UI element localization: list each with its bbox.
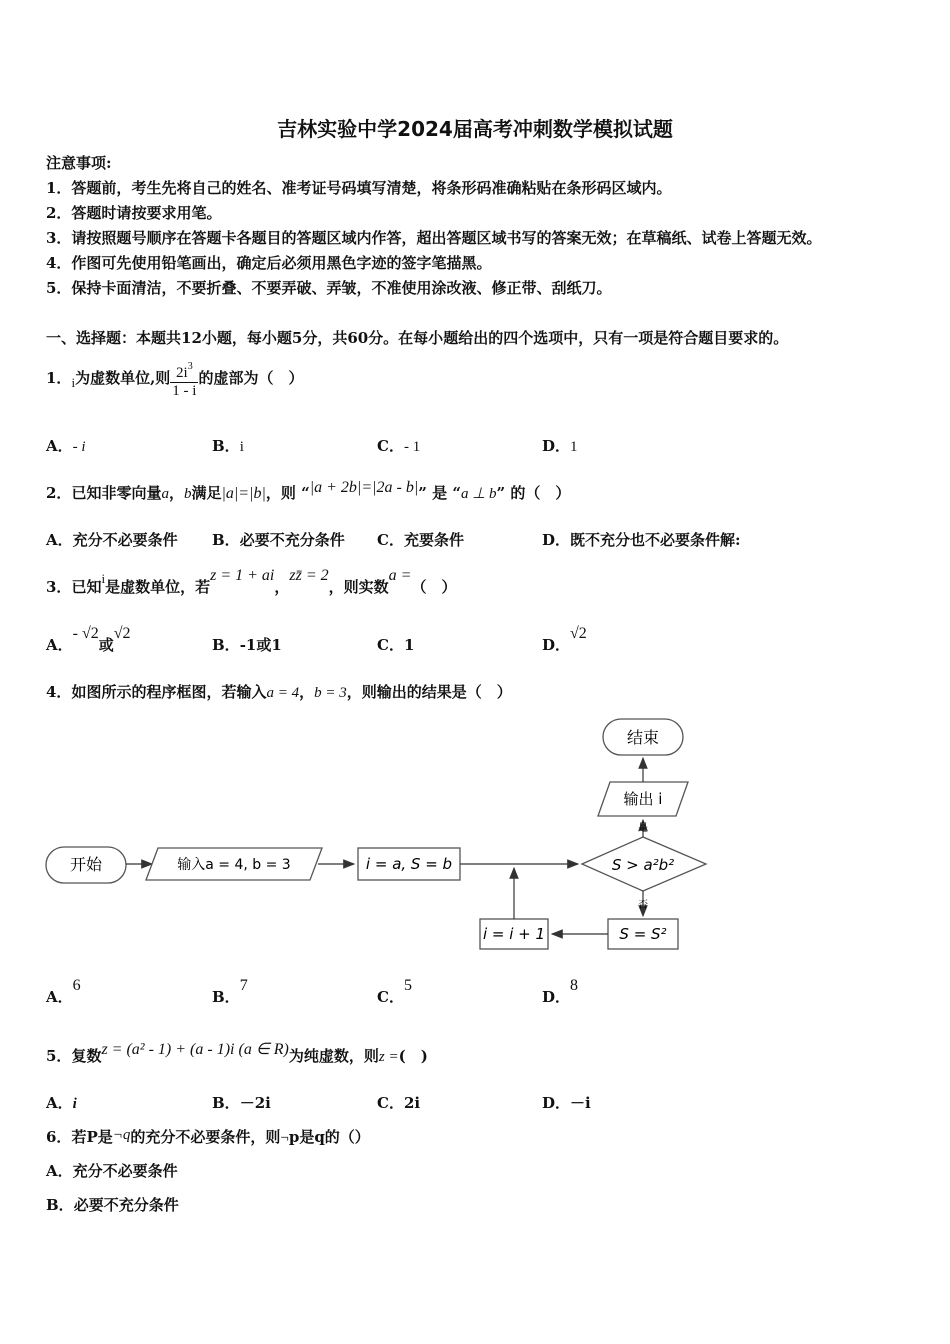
flow-condition-label: S > a²b² (611, 856, 675, 874)
option-d[interactable]: D．√2 (542, 625, 587, 654)
option-b[interactable]: B．7 (212, 977, 248, 1006)
question-number: 2． (46, 484, 72, 502)
question-number: 5． (46, 1047, 72, 1065)
notes-heading: 注意事项: (46, 154, 112, 172)
question-5: 5．复数z = (a² - 1) + (a - 1)i (a ∈ R)为纯虚数，则z =( ) (46, 1041, 428, 1065)
section-heading: 一、选择题：本题共12小题，每小题5分，共60分。在每小题给出的四个选项中，只有一项是符合题目要求的。 (46, 329, 789, 347)
option-a[interactable]: A．6 (46, 977, 81, 1006)
question-number: 4． (46, 683, 72, 701)
option-c[interactable]: C．充要条件 (377, 531, 464, 549)
question-1: 1．i为虚数单位,则 $\frac{2i^3}{1 - i}$ 的虚部为（ ） (46, 358, 303, 400)
note-item: 2．答题时请按要求用笔。 (46, 204, 222, 222)
option-a[interactable]: A．i (46, 1094, 77, 1112)
question-6: 6．若P是¬q的充分不必要条件，则¬p是q的（） (46, 1127, 370, 1146)
flow-no-label: 否 (638, 900, 648, 911)
option-b[interactable]: B．i (212, 437, 244, 455)
note-item: 5．保持卡面清洁，不要折叠、不要弄破、弄皱，不准使用涂改液、修正带、刮纸刀。 (46, 279, 612, 297)
question-3: 3．已知i是虚数单位，若z = 1 + ai，zz̄ = 2，则实数a =（ ） (46, 567, 457, 596)
flow-input-label: 输入a = 4, b = 3 (177, 857, 291, 873)
flow-square-label: S = S² (619, 925, 667, 943)
flow-start-label: 开始 (69, 855, 103, 874)
option-b[interactable]: B．-1或1 (212, 636, 282, 654)
option-d[interactable]: D．－i (542, 1094, 591, 1112)
question-4: 4．如图所示的程序框图，若输入a = 4，b = 3，则输出的结果是（ ） (46, 683, 512, 701)
option-d[interactable]: D．既不充分也不必要条件解: (542, 531, 741, 549)
option-c[interactable]: C．1 (377, 636, 415, 654)
note-item: 1．答题前，考生先将自己的姓名、准考证号码填写清楚，将条形码准确粘贴在条形码区域内。 (46, 179, 672, 197)
flow-output-label: 输出 i (623, 790, 663, 808)
option-a[interactable]: A．充分不必要条件 (46, 531, 178, 549)
option-b[interactable]: B．－2i (212, 1094, 271, 1112)
option-d[interactable]: D．8 (542, 977, 579, 1006)
question-2: 2．已知非零向量a，b满足|a|=|b|，则 “|a + 2b|=|2a - b|” 是 “a ⊥ b” 的（ ） (46, 479, 571, 502)
flow-end-label: 结束 (626, 728, 660, 747)
option-d[interactable]: D．1 (542, 437, 578, 455)
option-a[interactable]: A．充分不必要条件 (46, 1162, 178, 1180)
question-number: 6． (46, 1128, 72, 1146)
option-c[interactable]: C．- 1 (377, 437, 421, 455)
flowchart (0, 700, 950, 970)
fraction: $\frac{2i^3}{1 - i}$ (170, 358, 198, 400)
note-item: 4．作图可先使用铅笔画出，确定后必须用黑色字迹的签字笔描黑。 (46, 254, 492, 272)
question-number: 1． (46, 369, 72, 387)
option-b[interactable]: B．必要不充分条件 (212, 531, 345, 549)
flow-increment-label: i = i + 1 (482, 925, 546, 943)
option-c[interactable]: C．5 (377, 977, 412, 1006)
note-item: 3．请按照题号顺序在答题卡各题目的答题区域内作答，超出答题区域书写的答案无效；在草稿纸、试卷上答题无效。 (46, 229, 822, 247)
question-number: 3． (46, 578, 72, 596)
option-c[interactable]: C．2i (377, 1094, 421, 1112)
option-b[interactable]: B．必要不充分条件 (46, 1196, 179, 1214)
option-a[interactable]: A．- √2或√2 (46, 625, 131, 654)
flow-yes-label: 是 (638, 823, 648, 834)
option-a[interactable]: A．- i (46, 437, 86, 455)
flow-assign-label: i = a, S = b (365, 855, 453, 873)
exam-title: 吉林实验中学2024届高考冲刺数学模拟试题 (277, 117, 673, 141)
